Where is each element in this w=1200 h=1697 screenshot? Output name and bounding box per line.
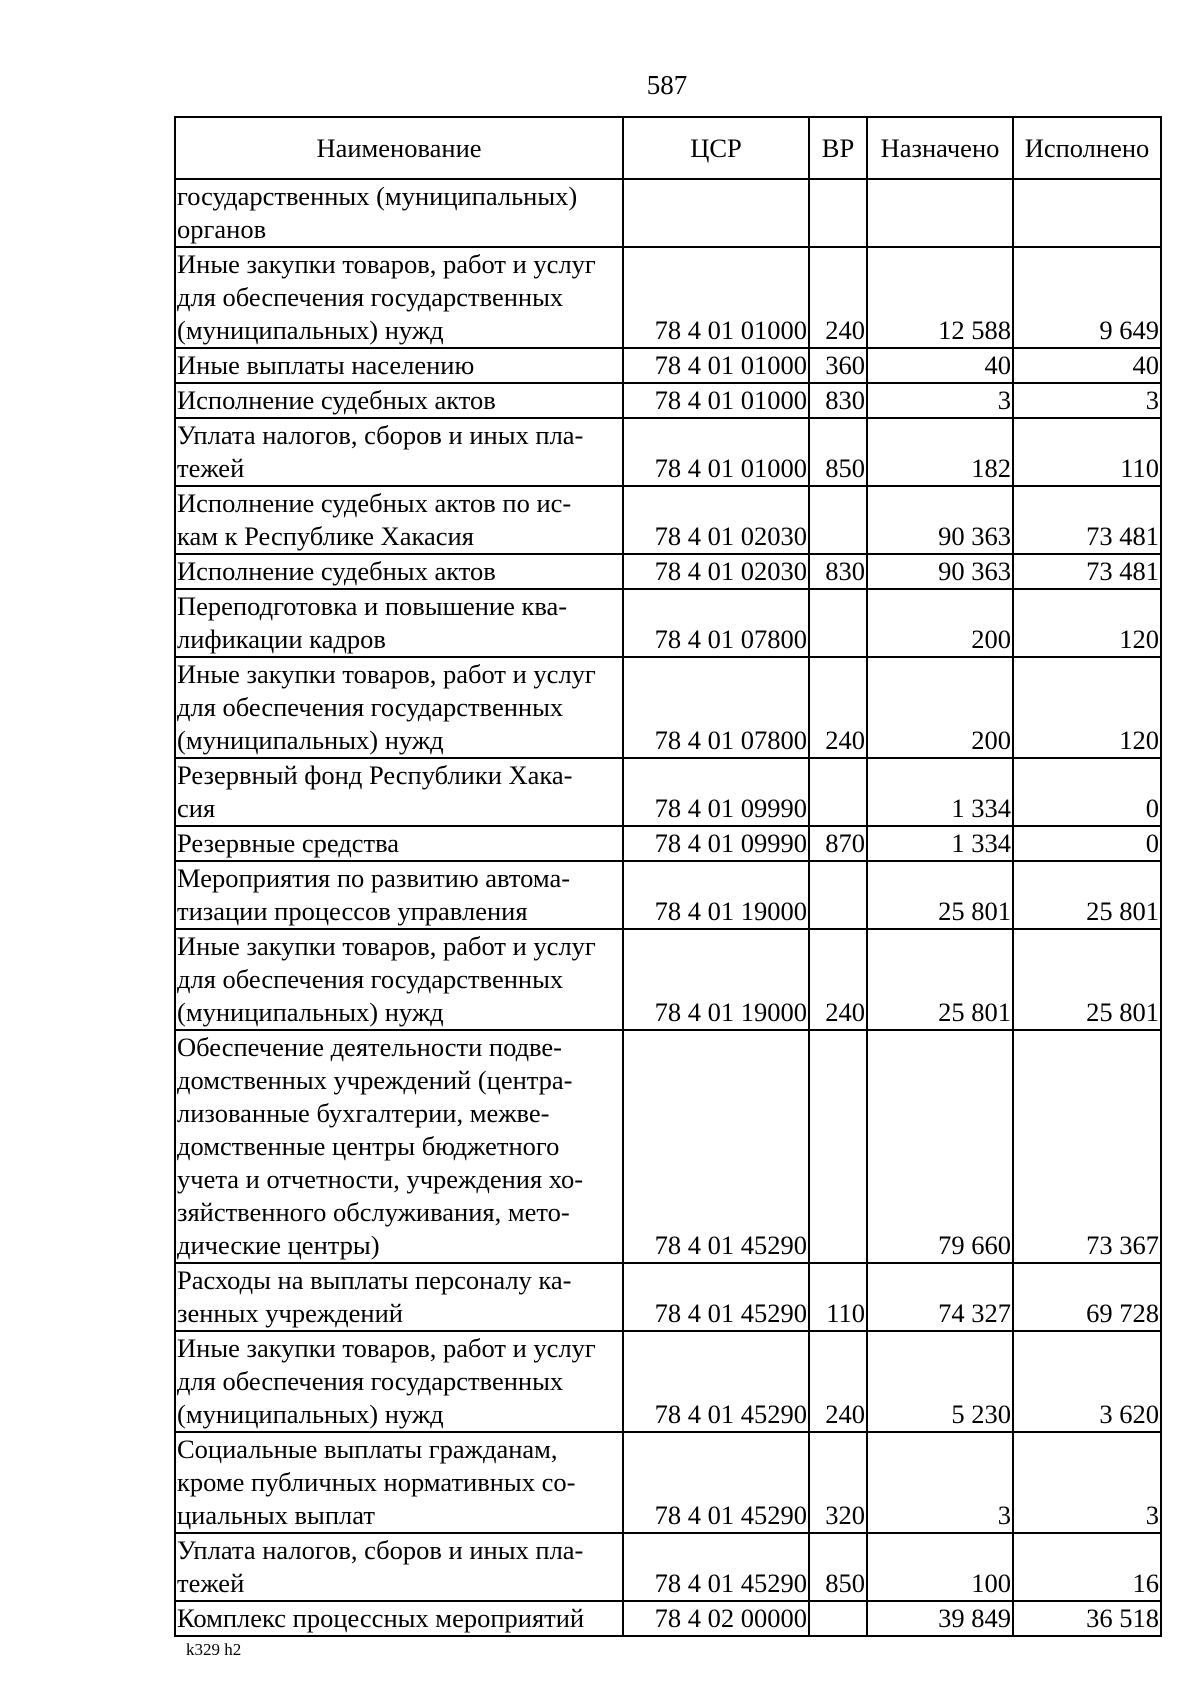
row-assigned-cell: 79 660 [867, 1030, 1013, 1263]
header-csr: ЦСР [623, 117, 809, 179]
row-executed-cell: 3 [1013, 1432, 1161, 1533]
row-csr-cell: 78 4 02 00000 [623, 1601, 809, 1636]
header-vr: ВР [809, 117, 867, 179]
row-vr-cell: 360 [809, 348, 867, 383]
row-assigned-cell: 90 363 [867, 554, 1013, 589]
row-csr-cell: 78 4 01 07800 [623, 589, 809, 657]
row-assigned-cell: 25 801 [867, 929, 1013, 1030]
row-name-cell: Иные закупки товаров, работ и услуг для обеспечения государственных (муниципальных) нужд [175, 247, 623, 348]
row-executed-cell: 25 801 [1013, 861, 1161, 929]
row-csr-cell: 78 4 01 19000 [623, 929, 809, 1030]
row-executed-cell: 73 367 [1013, 1030, 1161, 1263]
table-row [175, 589, 1161, 657]
table-row [175, 348, 1161, 383]
table-row [175, 929, 1161, 1030]
row-csr-cell: 78 4 01 45290 [623, 1432, 809, 1533]
row-name-cell: Исполнение судебных актов [175, 554, 623, 589]
row-assigned-cell: 1 334 [867, 758, 1013, 826]
row-executed-cell: 73 481 [1013, 486, 1161, 554]
row-csr-cell: 78 4 01 01000 [623, 247, 809, 348]
row-csr-cell: 78 4 01 01000 [623, 418, 809, 486]
row-csr-cell: 78 4 01 02030 [623, 486, 809, 554]
row-name-cell: Иные закупки товаров, работ и услуг для обеспечения государственных (муниципальных) нужд [175, 657, 623, 758]
row-name-cell: Иные закупки товаров, работ и услуг для обеспечения государственных (муниципальных) нужд [175, 1331, 623, 1432]
row-executed-cell: 73 481 [1013, 554, 1161, 589]
row-csr-cell [623, 179, 809, 247]
row-name-cell: Обеспечение деятельности подве- домственных учреждений (центра- лизованные бухгалтерии, межве- домственные центры бюджетного учета и отчетности, учреждения хо- зяйственного обслуживания, мето- дические центры) [175, 1030, 623, 1263]
row-assigned-cell: 5 230 [867, 1331, 1013, 1432]
row-name-cell: Социальные выплаты гражданам, кроме публичных нормативных со- циальных выплат [175, 1432, 623, 1533]
row-assigned-cell: 25 801 [867, 861, 1013, 929]
table-body [175, 179, 1161, 1636]
row-csr-cell: 78 4 01 45290 [623, 1533, 809, 1601]
header-executed: Исполнено [1013, 117, 1161, 179]
row-csr-cell: 78 4 01 09990 [623, 826, 809, 861]
row-csr-cell: 78 4 01 09990 [623, 758, 809, 826]
row-vr-cell: 240 [809, 1331, 867, 1432]
row-name-cell: Исполнение судебных актов [175, 383, 623, 418]
row-vr-cell: 830 [809, 383, 867, 418]
table-row [175, 1601, 1161, 1636]
row-vr-cell [809, 861, 867, 929]
row-vr-cell: 110 [809, 1263, 867, 1331]
row-name-cell: Резервные средства [175, 826, 623, 861]
row-vr-cell: 870 [809, 826, 867, 861]
budget-table [174, 116, 1162, 1637]
row-assigned-cell [867, 179, 1013, 247]
row-assigned-cell: 200 [867, 589, 1013, 657]
table-row [175, 826, 1161, 861]
row-vr-cell [809, 486, 867, 554]
row-executed-cell: 69 728 [1013, 1263, 1161, 1331]
row-assigned-cell: 12 588 [867, 247, 1013, 348]
row-assigned-cell: 200 [867, 657, 1013, 758]
row-name-cell: Уплата налогов, сборов и иных пла- тежей [175, 418, 623, 486]
row-executed-cell: 25 801 [1013, 929, 1161, 1030]
table-header-row [175, 117, 1161, 179]
row-name-cell: Переподготовка и повышение ква- лификации кадров [175, 589, 623, 657]
footer-code: k329 h2 [186, 1640, 242, 1659]
table-row [175, 247, 1161, 348]
table-row [175, 418, 1161, 486]
table-row [175, 179, 1161, 247]
row-name-cell: Иные закупки товаров, работ и услуг для обеспечения государственных (муниципальных) нужд [175, 929, 623, 1030]
table-row [175, 486, 1161, 554]
row-csr-cell: 78 4 01 01000 [623, 383, 809, 418]
row-executed-cell: 3 [1013, 383, 1161, 418]
row-assigned-cell: 74 327 [867, 1263, 1013, 1331]
row-csr-cell: 78 4 01 45290 [623, 1331, 809, 1432]
row-vr-cell: 240 [809, 247, 867, 348]
row-vr-cell [809, 1601, 867, 1636]
row-executed-cell: 0 [1013, 826, 1161, 861]
row-name-cell: Иные выплаты населению [175, 348, 623, 383]
row-executed-cell: 3 620 [1013, 1331, 1161, 1432]
row-assigned-cell: 1 334 [867, 826, 1013, 861]
page-number: 587 [646, 70, 688, 100]
table-row [175, 383, 1161, 418]
row-assigned-cell: 3 [867, 383, 1013, 418]
row-assigned-cell: 182 [867, 418, 1013, 486]
row-executed-cell: 16 [1013, 1533, 1161, 1601]
row-name-cell: Расходы на выплаты персоналу ка- зенных учреждений [175, 1263, 623, 1331]
row-name-cell: Уплата налогов, сборов и иных пла- тежей [175, 1533, 623, 1601]
row-name-cell: Исполнение судебных актов по ис- кам к Республике Хакасия [175, 486, 623, 554]
row-vr-cell: 850 [809, 418, 867, 486]
row-vr-cell: 830 [809, 554, 867, 589]
table-row [175, 758, 1161, 826]
row-name-cell: Мероприятия по развитию автома- тизации процессов управления [175, 861, 623, 929]
row-vr-cell: 240 [809, 929, 867, 1030]
row-name-cell: Комплекс процессных мероприятий [175, 1601, 623, 1636]
row-executed-cell: 110 [1013, 418, 1161, 486]
table-row [175, 1533, 1161, 1601]
row-vr-cell: 240 [809, 657, 867, 758]
table-row [175, 1331, 1161, 1432]
row-csr-cell: 78 4 01 19000 [623, 861, 809, 929]
row-csr-cell: 78 4 01 45290 [623, 1263, 809, 1331]
row-csr-cell: 78 4 01 02030 [623, 554, 809, 589]
row-vr-cell [809, 589, 867, 657]
row-executed-cell [1013, 179, 1161, 247]
row-csr-cell: 78 4 01 01000 [623, 348, 809, 383]
row-name-cell: Резервный фонд Республики Хака- сия [175, 758, 623, 826]
row-executed-cell: 40 [1013, 348, 1161, 383]
row-name-cell: государственных (муниципальных) органов [175, 179, 623, 247]
row-vr-cell: 850 [809, 1533, 867, 1601]
row-assigned-cell: 3 [867, 1432, 1013, 1533]
table-row [175, 861, 1161, 929]
table-row [175, 657, 1161, 758]
row-vr-cell [809, 1030, 867, 1263]
table-row [175, 1432, 1161, 1533]
row-executed-cell: 36 518 [1013, 1601, 1161, 1636]
row-csr-cell: 78 4 01 07800 [623, 657, 809, 758]
row-csr-cell: 78 4 01 45290 [623, 1030, 809, 1263]
row-assigned-cell: 100 [867, 1533, 1013, 1601]
table-row [175, 1263, 1161, 1331]
row-assigned-cell: 90 363 [867, 486, 1013, 554]
row-executed-cell: 120 [1013, 589, 1161, 657]
row-assigned-cell: 40 [867, 348, 1013, 383]
row-executed-cell: 0 [1013, 758, 1161, 826]
table-row [175, 1030, 1161, 1263]
row-executed-cell: 120 [1013, 657, 1161, 758]
row-vr-cell [809, 758, 867, 826]
header-assigned: Назначено [867, 117, 1013, 179]
row-assigned-cell: 39 849 [867, 1601, 1013, 1636]
row-executed-cell: 9 649 [1013, 247, 1161, 348]
row-vr-cell: 320 [809, 1432, 867, 1533]
row-vr-cell [809, 179, 867, 247]
table-row [175, 554, 1161, 589]
header-name: Наименование [175, 117, 623, 179]
